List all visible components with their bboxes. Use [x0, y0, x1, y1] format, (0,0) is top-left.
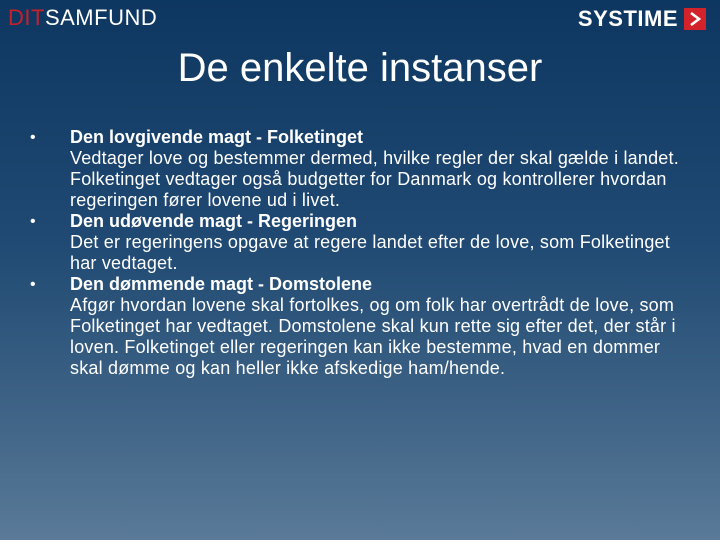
bullet-text: Det er regeringens opgave at regere landet efter de love, som Folketinget har vedtaget. — [70, 232, 670, 273]
bullet-item-judicial — [24, 274, 684, 379]
logo-right-name: SYSTIME — [577, 6, 678, 31]
bullet-text: Vedtager love og bestemmer dermed, hvilke regler der skal gælde i landet. Folketinget vedtager også budgetter for Danmark og kontrollerer hvordan regeringen fører lovene ud i livet. — [70, 148, 679, 210]
systime-logo — [578, 6, 706, 32]
bullet-item-legislative — [24, 127, 684, 211]
arrow-right-icon — [684, 8, 706, 30]
dit-samfund-logo — [8, 4, 157, 32]
bullet-list — [24, 127, 684, 379]
bullet-item-executive — [24, 211, 684, 274]
slide-title: De enkelte instanser — [177, 46, 543, 90]
logo-left-name: SAMFUND — [44, 5, 158, 30]
bullet-text: Afgør hvordan lovene skal fortolkes, og om folk har overtrådt de love, som Folketinget har vedtaget. Domstolene skal kun rette sig efter det, der står i loven. Folketinget eller regeringen kan ikke bestemme, hvad en dommer skal dømme og kan heller ikke afskedige ham/hende. — [70, 295, 676, 378]
bullet-marker: • — [30, 129, 36, 146]
bullet-heading: Den dømmende magt - Domstolene — [70, 274, 373, 294]
bullet-heading: Den udøvende magt - Regeringen — [70, 211, 358, 231]
bullet-heading: Den lovgivende magt - Folketinget — [70, 127, 364, 147]
logo-left-prefix: DIT — [8, 5, 45, 30]
bullet-marker: • — [30, 213, 36, 230]
bullet-marker: • — [30, 276, 36, 293]
